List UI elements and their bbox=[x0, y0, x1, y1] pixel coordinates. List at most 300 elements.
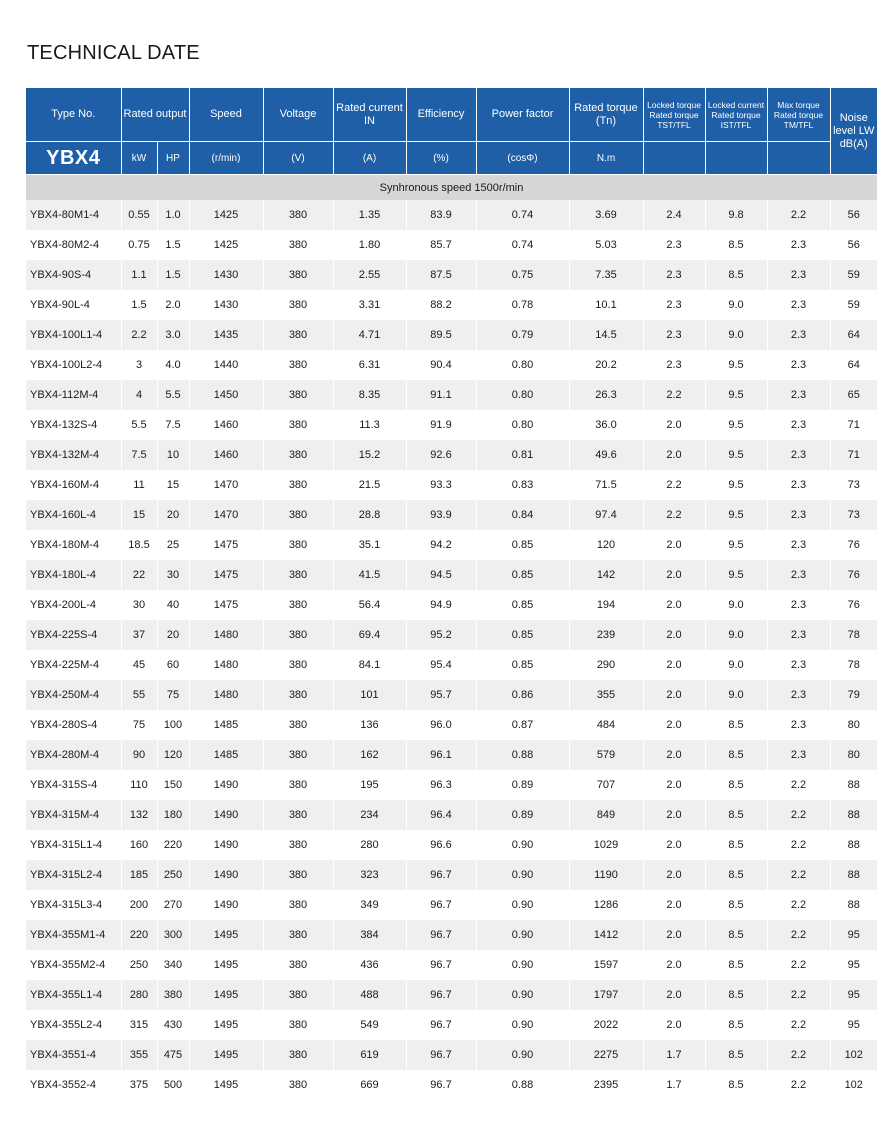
header-power-factor: Power factor bbox=[476, 88, 569, 142]
cell-torque: 707 bbox=[569, 770, 643, 800]
cell-locked-current: 9.5 bbox=[705, 410, 767, 440]
cell-current: 162 bbox=[333, 740, 406, 770]
cell-power-factor: 0.81 bbox=[476, 440, 569, 470]
technical-data-table bbox=[26, 88, 877, 1100]
cell-voltage: 380 bbox=[263, 590, 333, 620]
cell-efficiency: 96.7 bbox=[406, 1040, 476, 1070]
cell-noise-level: 73 bbox=[830, 500, 877, 530]
cell-hp: 2.0 bbox=[157, 290, 189, 320]
cell-efficiency: 96.3 bbox=[406, 770, 476, 800]
table-row bbox=[26, 260, 877, 290]
cell-locked-torque: 2.0 bbox=[643, 800, 705, 830]
cell-torque: 7.35 bbox=[569, 260, 643, 290]
cell-noise-level: 80 bbox=[830, 740, 877, 770]
cell-efficiency: 95.2 bbox=[406, 620, 476, 650]
cell-efficiency: 83.9 bbox=[406, 200, 476, 230]
header-rated-output: Rated output bbox=[121, 88, 189, 142]
cell-current: 101 bbox=[333, 680, 406, 710]
cell-efficiency: 95.4 bbox=[406, 650, 476, 680]
cell-locked-current: 9.5 bbox=[705, 350, 767, 380]
cell-locked-torque: 2.2 bbox=[643, 470, 705, 500]
cell-voltage: 380 bbox=[263, 830, 333, 860]
cell-max-torque: 2.2 bbox=[767, 770, 830, 800]
cell-voltage: 380 bbox=[263, 860, 333, 890]
cell-speed: 1460 bbox=[189, 410, 263, 440]
cell-max-torque: 2.3 bbox=[767, 290, 830, 320]
cell-locked-torque: 2.2 bbox=[643, 380, 705, 410]
cell-current: 280 bbox=[333, 830, 406, 860]
cell-locked-torque: 2.0 bbox=[643, 980, 705, 1010]
table-row bbox=[26, 650, 877, 680]
cell-current: 41.5 bbox=[333, 560, 406, 590]
header-voltage: Voltage bbox=[263, 88, 333, 142]
table-body bbox=[26, 175, 877, 1101]
cell-locked-current: 9.0 bbox=[705, 320, 767, 350]
cell-power-factor: 0.79 bbox=[476, 320, 569, 350]
cell-current: 323 bbox=[333, 860, 406, 890]
table-row bbox=[26, 410, 877, 440]
cell-efficiency: 93.9 bbox=[406, 500, 476, 530]
unit-max-torque-empty bbox=[767, 142, 830, 175]
cell-max-torque: 2.2 bbox=[767, 200, 830, 230]
table-row bbox=[26, 530, 877, 560]
cell-kw: 375 bbox=[121, 1070, 157, 1100]
cell-hp: 475 bbox=[157, 1040, 189, 1070]
cell-kw: 110 bbox=[121, 770, 157, 800]
cell-efficiency: 94.5 bbox=[406, 560, 476, 590]
cell-efficiency: 95.7 bbox=[406, 680, 476, 710]
cell-noise-level: 71 bbox=[830, 410, 877, 440]
unit-kw: kW bbox=[121, 142, 157, 175]
cell-torque: 239 bbox=[569, 620, 643, 650]
cell-hp: 3.0 bbox=[157, 320, 189, 350]
cell-torque: 14.5 bbox=[569, 320, 643, 350]
cell-efficiency: 96.7 bbox=[406, 1070, 476, 1100]
cell-locked-torque: 2.0 bbox=[643, 710, 705, 740]
cell-torque: 849 bbox=[569, 800, 643, 830]
cell-power-factor: 0.74 bbox=[476, 230, 569, 260]
cell-max-torque: 2.3 bbox=[767, 650, 830, 680]
cell-kw: 280 bbox=[121, 980, 157, 1010]
cell-locked-torque: 2.0 bbox=[643, 770, 705, 800]
cell-noise-level: 80 bbox=[830, 710, 877, 740]
cell-voltage: 380 bbox=[263, 620, 333, 650]
table-row bbox=[26, 380, 877, 410]
cell-locked-current: 8.5 bbox=[705, 1040, 767, 1070]
table-row bbox=[26, 590, 877, 620]
cell-kw: 132 bbox=[121, 800, 157, 830]
cell-hp: 20 bbox=[157, 500, 189, 530]
cell-noise-level: 71 bbox=[830, 440, 877, 470]
cell-kw: 75 bbox=[121, 710, 157, 740]
cell-current: 4.71 bbox=[333, 320, 406, 350]
cell-speed: 1425 bbox=[189, 200, 263, 230]
table-row bbox=[26, 350, 877, 380]
cell-kw: 355 bbox=[121, 1040, 157, 1070]
cell-locked-current: 8.5 bbox=[705, 1070, 767, 1100]
cell-voltage: 380 bbox=[263, 740, 333, 770]
group-label: Synhronous speed 1500r/min bbox=[26, 175, 877, 201]
cell-kw: 7.5 bbox=[121, 440, 157, 470]
cell-kw: 3 bbox=[121, 350, 157, 380]
cell-speed: 1495 bbox=[189, 1070, 263, 1100]
table-row bbox=[26, 290, 877, 320]
unit-locked-current-empty bbox=[705, 142, 767, 175]
cell-locked-torque: 2.3 bbox=[643, 230, 705, 260]
table-row bbox=[26, 620, 877, 650]
cell-power-factor: 0.87 bbox=[476, 710, 569, 740]
cell-locked-torque: 2.0 bbox=[643, 620, 705, 650]
cell-type-no: YBX4-112M-4 bbox=[26, 380, 121, 410]
cell-max-torque: 2.3 bbox=[767, 680, 830, 710]
cell-kw: 185 bbox=[121, 860, 157, 890]
cell-locked-torque: 2.3 bbox=[643, 290, 705, 320]
cell-torque: 484 bbox=[569, 710, 643, 740]
cell-kw: 18.5 bbox=[121, 530, 157, 560]
cell-efficiency: 91.9 bbox=[406, 410, 476, 440]
cell-torque: 71.5 bbox=[569, 470, 643, 500]
cell-locked-torque: 2.0 bbox=[643, 1010, 705, 1040]
cell-speed: 1490 bbox=[189, 860, 263, 890]
cell-locked-current: 8.5 bbox=[705, 920, 767, 950]
cell-current: 56.4 bbox=[333, 590, 406, 620]
cell-power-factor: 0.78 bbox=[476, 290, 569, 320]
table-row bbox=[26, 320, 877, 350]
cell-max-torque: 2.3 bbox=[767, 620, 830, 650]
cell-voltage: 380 bbox=[263, 710, 333, 740]
cell-type-no: YBX4-280S-4 bbox=[26, 710, 121, 740]
cell-speed: 1460 bbox=[189, 440, 263, 470]
cell-hp: 250 bbox=[157, 860, 189, 890]
cell-type-no: YBX4-200L-4 bbox=[26, 590, 121, 620]
cell-max-torque: 2.2 bbox=[767, 860, 830, 890]
unit-hp: HP bbox=[157, 142, 189, 175]
cell-voltage: 380 bbox=[263, 470, 333, 500]
cell-speed: 1495 bbox=[189, 950, 263, 980]
cell-locked-torque: 2.0 bbox=[643, 890, 705, 920]
cell-current: 2.55 bbox=[333, 260, 406, 290]
cell-noise-level: 59 bbox=[830, 260, 877, 290]
cell-torque: 1190 bbox=[569, 860, 643, 890]
cell-type-no: YBX4-225M-4 bbox=[26, 650, 121, 680]
header-row-labels bbox=[26, 88, 877, 142]
cell-max-torque: 2.2 bbox=[767, 1010, 830, 1040]
cell-locked-torque: 2.3 bbox=[643, 260, 705, 290]
cell-speed: 1440 bbox=[189, 350, 263, 380]
cell-locked-current: 9.5 bbox=[705, 500, 767, 530]
cell-torque: 10.1 bbox=[569, 290, 643, 320]
cell-max-torque: 2.2 bbox=[767, 830, 830, 860]
cell-noise-level: 88 bbox=[830, 770, 877, 800]
cell-current: 136 bbox=[333, 710, 406, 740]
cell-kw: 15 bbox=[121, 500, 157, 530]
cell-power-factor: 0.90 bbox=[476, 860, 569, 890]
cell-type-no: YBX4-355L2-4 bbox=[26, 1010, 121, 1040]
cell-locked-current: 8.5 bbox=[705, 980, 767, 1010]
cell-kw: 11 bbox=[121, 470, 157, 500]
cell-voltage: 380 bbox=[263, 440, 333, 470]
cell-power-factor: 0.85 bbox=[476, 530, 569, 560]
cell-noise-level: 88 bbox=[830, 890, 877, 920]
cell-power-factor: 0.85 bbox=[476, 590, 569, 620]
cell-voltage: 380 bbox=[263, 350, 333, 380]
cell-speed: 1430 bbox=[189, 260, 263, 290]
cell-locked-torque: 2.0 bbox=[643, 830, 705, 860]
cell-locked-current: 9.0 bbox=[705, 650, 767, 680]
cell-max-torque: 2.3 bbox=[767, 530, 830, 560]
header-speed: Speed bbox=[189, 88, 263, 142]
cell-max-torque: 2.3 bbox=[767, 350, 830, 380]
cell-voltage: 380 bbox=[263, 500, 333, 530]
cell-speed: 1490 bbox=[189, 830, 263, 860]
cell-locked-torque: 2.0 bbox=[643, 920, 705, 950]
table-row bbox=[26, 1040, 877, 1070]
cell-noise-level: 88 bbox=[830, 830, 877, 860]
cell-torque: 1029 bbox=[569, 830, 643, 860]
unit-efficiency: (%) bbox=[406, 142, 476, 175]
cell-current: 6.31 bbox=[333, 350, 406, 380]
cell-voltage: 380 bbox=[263, 530, 333, 560]
cell-type-no: YBX4-160L-4 bbox=[26, 500, 121, 530]
header-efficiency: Efficiency bbox=[406, 88, 476, 142]
cell-speed: 1470 bbox=[189, 470, 263, 500]
cell-max-torque: 2.3 bbox=[767, 590, 830, 620]
cell-power-factor: 0.89 bbox=[476, 770, 569, 800]
header-locked-torque: Locked torque Rated torque TST/TFL bbox=[643, 88, 705, 142]
cell-max-torque: 2.2 bbox=[767, 1070, 830, 1100]
cell-locked-current: 8.5 bbox=[705, 1010, 767, 1040]
cell-type-no: YBX4-100L2-4 bbox=[26, 350, 121, 380]
cell-locked-current: 8.5 bbox=[705, 260, 767, 290]
cell-hp: 75 bbox=[157, 680, 189, 710]
cell-hp: 60 bbox=[157, 650, 189, 680]
unit-power-factor: (cosΦ) bbox=[476, 142, 569, 175]
cell-current: 35.1 bbox=[333, 530, 406, 560]
cell-power-factor: 0.85 bbox=[476, 620, 569, 650]
cell-torque: 20.2 bbox=[569, 350, 643, 380]
cell-locked-current: 8.5 bbox=[705, 800, 767, 830]
cell-max-torque: 2.3 bbox=[767, 740, 830, 770]
cell-power-factor: 0.90 bbox=[476, 1010, 569, 1040]
cell-noise-level: 95 bbox=[830, 950, 877, 980]
cell-hp: 270 bbox=[157, 890, 189, 920]
cell-efficiency: 96.7 bbox=[406, 1010, 476, 1040]
cell-noise-level: 102 bbox=[830, 1040, 877, 1070]
cell-speed: 1490 bbox=[189, 800, 263, 830]
cell-voltage: 380 bbox=[263, 410, 333, 440]
cell-type-no: YBX4-180M-4 bbox=[26, 530, 121, 560]
cell-type-no: YBX4-315S-4 bbox=[26, 770, 121, 800]
cell-power-factor: 0.85 bbox=[476, 560, 569, 590]
cell-locked-torque: 2.3 bbox=[643, 320, 705, 350]
cell-type-no: YBX4-90L-4 bbox=[26, 290, 121, 320]
cell-speed: 1450 bbox=[189, 380, 263, 410]
unit-torque: N.m bbox=[569, 142, 643, 175]
cell-current: 549 bbox=[333, 1010, 406, 1040]
cell-type-no: YBX4-160M-4 bbox=[26, 470, 121, 500]
cell-power-factor: 0.74 bbox=[476, 200, 569, 230]
cell-power-factor: 0.88 bbox=[476, 740, 569, 770]
cell-hp: 7.5 bbox=[157, 410, 189, 440]
cell-efficiency: 85.7 bbox=[406, 230, 476, 260]
cell-max-torque: 2.2 bbox=[767, 950, 830, 980]
cell-max-torque: 2.2 bbox=[767, 800, 830, 830]
cell-locked-current: 8.5 bbox=[705, 230, 767, 260]
cell-type-no: YBX4-225S-4 bbox=[26, 620, 121, 650]
header-locked-current: Locked current Rated torque IST/TFL bbox=[705, 88, 767, 142]
cell-locked-current: 9.5 bbox=[705, 440, 767, 470]
table-row bbox=[26, 440, 877, 470]
cell-speed: 1430 bbox=[189, 290, 263, 320]
cell-speed: 1495 bbox=[189, 980, 263, 1010]
cell-hp: 300 bbox=[157, 920, 189, 950]
cell-locked-torque: 2.4 bbox=[643, 200, 705, 230]
cell-type-no: YBX4-90S-4 bbox=[26, 260, 121, 290]
cell-locked-current: 9.0 bbox=[705, 620, 767, 650]
cell-locked-torque: 2.0 bbox=[643, 680, 705, 710]
cell-efficiency: 96.7 bbox=[406, 980, 476, 1010]
cell-current: 28.8 bbox=[333, 500, 406, 530]
cell-torque: 49.6 bbox=[569, 440, 643, 470]
cell-noise-level: 95 bbox=[830, 920, 877, 950]
header-max-torque: Max torque Rated torque TM/TFL bbox=[767, 88, 830, 142]
cell-power-factor: 0.90 bbox=[476, 1040, 569, 1070]
cell-max-torque: 2.3 bbox=[767, 500, 830, 530]
cell-kw: 1.1 bbox=[121, 260, 157, 290]
cell-speed: 1470 bbox=[189, 500, 263, 530]
cell-type-no: YBX4-355M1-4 bbox=[26, 920, 121, 950]
cell-locked-current: 8.5 bbox=[705, 860, 767, 890]
cell-hp: 25 bbox=[157, 530, 189, 560]
cell-torque: 5.03 bbox=[569, 230, 643, 260]
table-row bbox=[26, 920, 877, 950]
cell-max-torque: 2.3 bbox=[767, 560, 830, 590]
unit-locked-torque-empty bbox=[643, 142, 705, 175]
cell-speed: 1490 bbox=[189, 770, 263, 800]
table-row bbox=[26, 470, 877, 500]
table-row bbox=[26, 770, 877, 800]
cell-torque: 290 bbox=[569, 650, 643, 680]
cell-speed: 1495 bbox=[189, 1010, 263, 1040]
cell-current: 349 bbox=[333, 890, 406, 920]
cell-locked-torque: 2.0 bbox=[643, 590, 705, 620]
cell-locked-current: 8.5 bbox=[705, 950, 767, 980]
table-row bbox=[26, 1070, 877, 1100]
cell-voltage: 380 bbox=[263, 800, 333, 830]
cell-efficiency: 96.7 bbox=[406, 920, 476, 950]
cell-locked-current: 8.5 bbox=[705, 890, 767, 920]
cell-hp: 100 bbox=[157, 710, 189, 740]
table-row bbox=[26, 680, 877, 710]
cell-kw: 1.5 bbox=[121, 290, 157, 320]
cell-locked-torque: 2.0 bbox=[643, 530, 705, 560]
cell-noise-level: 76 bbox=[830, 590, 877, 620]
cell-speed: 1485 bbox=[189, 740, 263, 770]
cell-kw: 0.55 bbox=[121, 200, 157, 230]
table-row bbox=[26, 500, 877, 530]
cell-type-no: YBX4-315L1-4 bbox=[26, 830, 121, 860]
cell-current: 436 bbox=[333, 950, 406, 980]
cell-efficiency: 90.4 bbox=[406, 350, 476, 380]
cell-current: 1.80 bbox=[333, 230, 406, 260]
cell-current: 619 bbox=[333, 1040, 406, 1070]
cell-hp: 1.0 bbox=[157, 200, 189, 230]
cell-kw: 45 bbox=[121, 650, 157, 680]
table-row bbox=[26, 800, 877, 830]
cell-type-no: YBX4-132S-4 bbox=[26, 410, 121, 440]
cell-locked-current: 9.0 bbox=[705, 290, 767, 320]
cell-torque: 97.4 bbox=[569, 500, 643, 530]
cell-locked-current: 8.5 bbox=[705, 710, 767, 740]
cell-locked-torque: 2.0 bbox=[643, 740, 705, 770]
cell-power-factor: 0.88 bbox=[476, 1070, 569, 1100]
header-type-no: Type No. bbox=[26, 88, 121, 142]
cell-type-no: YBX4-100L1-4 bbox=[26, 320, 121, 350]
cell-efficiency: 88.2 bbox=[406, 290, 476, 320]
cell-type-no: YBX4-250M-4 bbox=[26, 680, 121, 710]
cell-kw: 30 bbox=[121, 590, 157, 620]
cell-type-no: YBX4-80M2-4 bbox=[26, 230, 121, 260]
series-label: YBX4 bbox=[26, 142, 121, 175]
cell-noise-level: 88 bbox=[830, 860, 877, 890]
header-rated-torque: Rated torque (Tn) bbox=[569, 88, 643, 142]
cell-power-factor: 0.90 bbox=[476, 920, 569, 950]
cell-voltage: 380 bbox=[263, 380, 333, 410]
cell-power-factor: 0.80 bbox=[476, 380, 569, 410]
cell-speed: 1495 bbox=[189, 920, 263, 950]
cell-voltage: 380 bbox=[263, 1010, 333, 1040]
cell-noise-level: 95 bbox=[830, 1010, 877, 1040]
cell-efficiency: 96.7 bbox=[406, 860, 476, 890]
cell-power-factor: 0.86 bbox=[476, 680, 569, 710]
cell-voltage: 380 bbox=[263, 680, 333, 710]
table-row bbox=[26, 560, 877, 590]
cell-kw: 220 bbox=[121, 920, 157, 950]
cell-locked-torque: 2.2 bbox=[643, 500, 705, 530]
cell-speed: 1480 bbox=[189, 620, 263, 650]
cell-locked-current: 9.0 bbox=[705, 590, 767, 620]
cell-power-factor: 0.90 bbox=[476, 890, 569, 920]
cell-noise-level: 64 bbox=[830, 320, 877, 350]
cell-voltage: 380 bbox=[263, 650, 333, 680]
cell-kw: 200 bbox=[121, 890, 157, 920]
cell-torque: 1797 bbox=[569, 980, 643, 1010]
header-row-units bbox=[26, 142, 877, 175]
cell-hp: 150 bbox=[157, 770, 189, 800]
cell-max-torque: 2.3 bbox=[767, 260, 830, 290]
cell-noise-level: 88 bbox=[830, 800, 877, 830]
unit-voltage: (V) bbox=[263, 142, 333, 175]
cell-type-no: YBX4-355L1-4 bbox=[26, 980, 121, 1010]
cell-current: 21.5 bbox=[333, 470, 406, 500]
cell-current: 3.31 bbox=[333, 290, 406, 320]
cell-efficiency: 96.6 bbox=[406, 830, 476, 860]
cell-hp: 500 bbox=[157, 1070, 189, 1100]
cell-voltage: 380 bbox=[263, 950, 333, 980]
cell-efficiency: 96.4 bbox=[406, 800, 476, 830]
cell-noise-level: 76 bbox=[830, 530, 877, 560]
cell-torque: 142 bbox=[569, 560, 643, 590]
cell-hp: 430 bbox=[157, 1010, 189, 1040]
table-row bbox=[26, 1010, 877, 1040]
cell-max-torque: 2.2 bbox=[767, 1040, 830, 1070]
cell-power-factor: 0.90 bbox=[476, 950, 569, 980]
cell-speed: 1475 bbox=[189, 590, 263, 620]
cell-noise-level: 78 bbox=[830, 620, 877, 650]
cell-max-torque: 2.3 bbox=[767, 380, 830, 410]
cell-locked-torque: 2.0 bbox=[643, 860, 705, 890]
cell-torque: 2275 bbox=[569, 1040, 643, 1070]
